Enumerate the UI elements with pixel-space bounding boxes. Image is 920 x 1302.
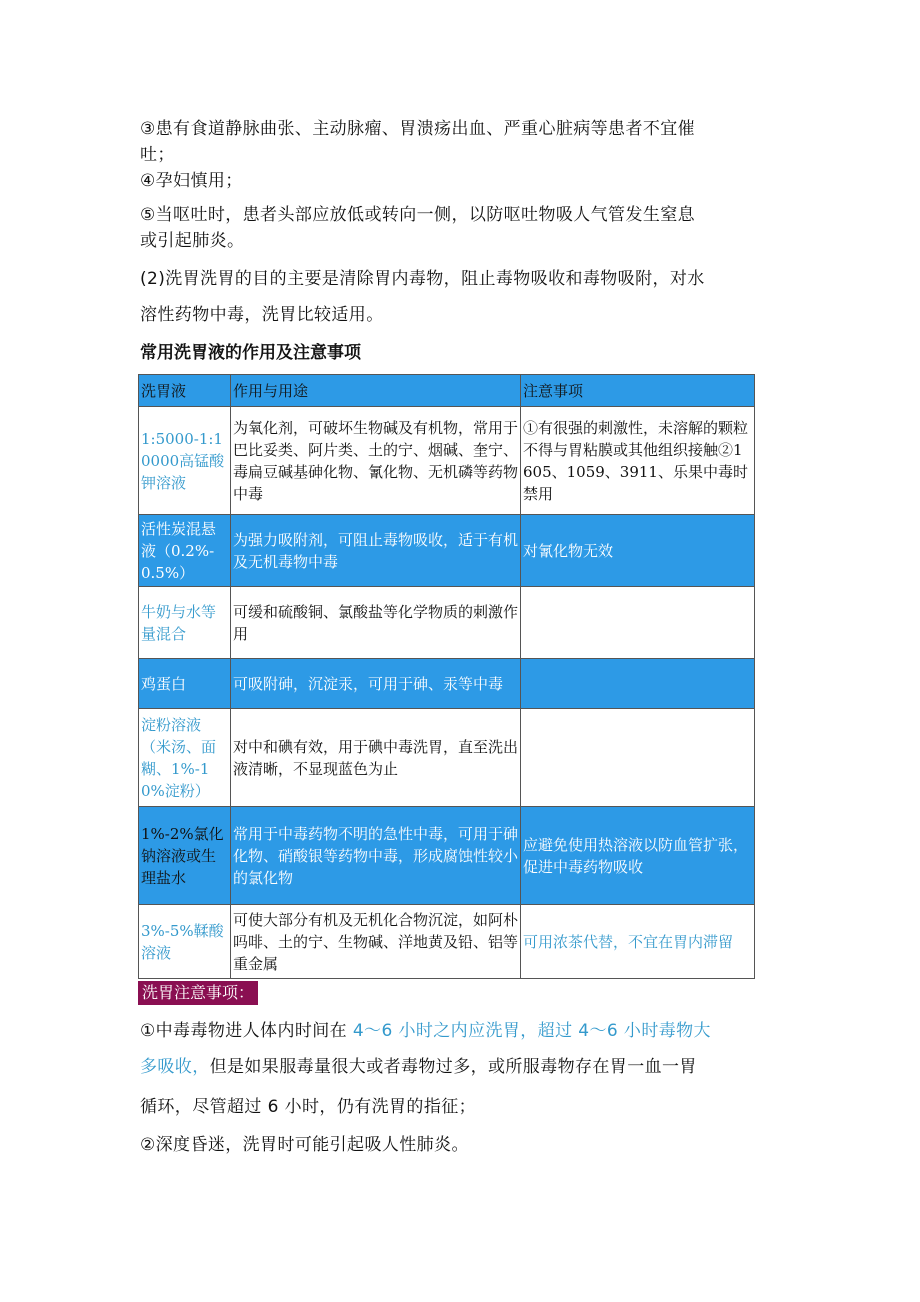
note-item-1-highlight: 4～6 小时之内应洗胃，超过 4～6 小时毒物大 (352, 1021, 711, 1041)
table-row (139, 587, 755, 659)
cell-caution: ①有很强的刺激性，未溶解的颗粒不得与胃粘膜或其他组织接触②1605、1059、3911、乐果中毒时禁用 (521, 407, 755, 515)
note-item-1-highlight-2: 多吸收， (140, 1057, 210, 1077)
table-row (139, 659, 755, 709)
table-header-row (139, 375, 755, 407)
cell-caution (521, 659, 755, 709)
lavage-intro-line-2: 溶性药物中毒，洗胃比较适用。 (140, 305, 384, 325)
cell-use: 对中和碘有效，用于碘中毒洗胃，直至洗出液清晰，不显现蓝色为止 (231, 709, 521, 807)
cell-solution: 淀粉溶液（米汤、面糊、1%-10%淀粉） (139, 709, 231, 807)
cell-solution: 1%-2%氯化钠溶液或生理盐水 (139, 807, 231, 905)
cell-solution: 3%-5%鞣酸溶液 (139, 905, 231, 979)
cell-use: 常用于中毒药物不明的急性中毒，可用于砷化物、硝酸银等药物中毒，形成腐蚀性较小的氯化物 (231, 807, 521, 905)
lavage-notes-tag: 洗胃注意事项： (138, 981, 258, 1005)
note-item-1-line-2 (140, 1050, 780, 1084)
header-solution: 洗胃液 (139, 375, 231, 407)
cell-caution (521, 709, 755, 807)
cell-solution: 1:5000-1:10000高锰酸钾溶液 (139, 407, 231, 515)
contraindication-item-3-line-1: ③患有食道静脉曲张、主动脉瘤、胃溃疡出血、严重心脏病等患者不宜催 (140, 119, 696, 139)
table-row (139, 905, 755, 979)
header-caution: 注意事项 (521, 375, 755, 407)
cell-caution: 应避免使用热溶液以防血管扩张，促进中毒药物吸收 (521, 807, 755, 905)
note-item-1-text: ①中毒毒物进人体内时间在 (140, 1021, 353, 1041)
cell-use: 可使大部分有机及无机化合物沉淀，如阿朴吗啡、土的宁、生物碱、洋地黄及铅、铝等重金属 (231, 905, 521, 979)
lavage-intro-line-1: (2)洗胃洗胃的目的主要是清除胃内毒物，阻止毒物吸收和毒物吸附，对水 (140, 269, 705, 289)
cell-use: 为强力吸附剂，可阻止毒物吸收，适于有机及无机毒物中毒 (231, 515, 521, 587)
lavage-solution-table (138, 374, 755, 979)
cell-use: 为氧化剂，可破坏生物碱及有机物，常用于巴比妥类、阿片类、土的宁、烟碱、奎宁、毒扁豆碱基砷化物、氰化物、无机磷等药物中毒 (231, 407, 521, 515)
table-row (139, 709, 755, 807)
table-row (139, 407, 755, 515)
table-row (139, 807, 755, 905)
cell-caution (521, 587, 755, 659)
cell-caution: 可用浓茶代替，不宜在胃内滞留 (521, 905, 755, 979)
cell-solution: 牛奶与水等量混合 (139, 587, 231, 659)
note-item-1-line-1 (140, 1014, 780, 1048)
contraindication-item-5-line-1: ⑤当呕吐时，患者头部应放低或转向一侧，以防呕吐物吸人气管发生窒息 (140, 205, 696, 225)
table-row (139, 515, 755, 587)
note-item-1-line-3: 循环，尽管超过 6 小时，仍有洗胃的指征； (140, 1097, 477, 1117)
cell-solution: 活性炭混悬液（0.2%-0.5%） (139, 515, 231, 587)
table-title: 常用洗胃液的作用及注意事项 (140, 343, 361, 363)
header-use: 作用与用途 (231, 375, 521, 407)
note-item-1-text-2: 但是如果服毒量很大或者毒物过多，或所服毒物存在胃一血一胃 (209, 1057, 697, 1077)
cell-use: 可吸附砷，沉淀汞，可用于砷、汞等中毒 (231, 659, 521, 709)
contraindication-item-5-line-2: 或引起肺炎。 (140, 231, 245, 251)
cell-caution: 对氰化物无效 (521, 515, 755, 587)
note-item-2: ②深度昏迷，洗胃时可能引起吸人性肺炎。 (140, 1135, 469, 1155)
cell-use: 可缓和硫酸铜、氯酸盐等化学物质的刺激作用 (231, 587, 521, 659)
contraindication-item-4: ④孕妇慎用； (140, 171, 243, 191)
contraindication-item-3-line-2: 吐； (140, 145, 175, 165)
cell-solution: 鸡蛋白 (139, 659, 231, 709)
